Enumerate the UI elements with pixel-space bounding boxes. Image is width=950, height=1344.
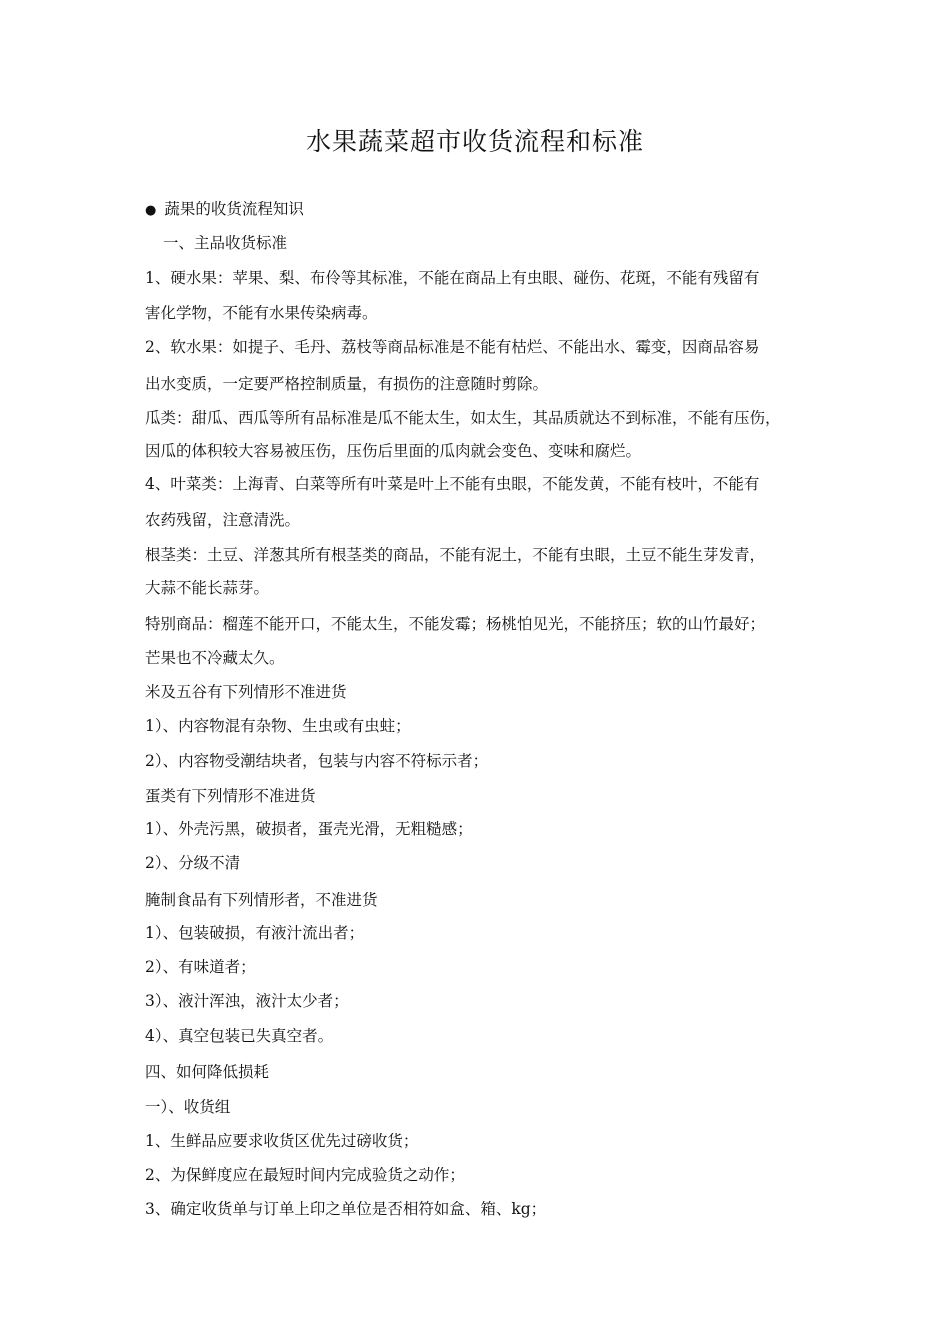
list-item: 1）、内容物混有杂物、生虫或有虫蛀； [145, 717, 411, 735]
subsection-heading: 米及五谷有下列情形不准进货 [145, 683, 347, 701]
section-heading: 四、如何降低损耗 [145, 1063, 270, 1081]
paragraph-line: 4、叶菜类：上海青、白菜等所有叶菜是叶上不能有虫眼，不能发黄，不能有枝叶，不能有 [145, 475, 760, 493]
paragraph-line: 瓜类：甜瓜、西瓜等所有品标准是瓜不能太生，如太生，其品质就达不到标准，不能有压伤， [145, 409, 781, 427]
paragraph-line: 特别商品：榴莲不能开口，不能太生，不能发霉；杨桃怕见光，不能挤压；软的山竹最好； [145, 615, 766, 633]
paragraph-line: 1、硬水果：苹果、梨、布伶等其标准，不能在商品上有虫眼、碰伤、花斑，不能有残留有 [145, 269, 760, 287]
list-item: 2）、内容物受潮结块者，包装与内容不符标示者； [145, 752, 489, 770]
paragraph-line: 害化学物，不能有水果传染病毒。 [145, 304, 378, 322]
list-item: 2）、有味道者； [145, 958, 256, 976]
list-item: 3）、液汁浑浊，液汁太少者； [145, 992, 349, 1010]
subsection-heading: 腌制食品有下列情形者，不准进货 [145, 891, 378, 909]
paragraph-line: 2、软水果：如提子、毛丹、荔枝等商品标准是不能有枯烂、不能出水、霉变，因商品容易 [145, 338, 760, 356]
list-item: 4）、真空包装已失真空者。 [145, 1027, 334, 1045]
list-item: 1）、包装破损，有液汁流出者； [145, 924, 365, 942]
bullet-heading-text: 蔬果的收货流程知识 [164, 200, 304, 218]
paragraph-line: 农药残留，注意清洗。 [145, 511, 301, 529]
list-item: 3、确定收货单与订单上印之单位是否相符如盒、箱、kg； [145, 1200, 547, 1218]
bullet-icon: ● [145, 203, 157, 218]
paragraph-line: 出水变质，一定要严格控制质量，有损伤的注意随时剪除。 [145, 375, 549, 393]
section-heading: 一、主品收货标准 [163, 234, 288, 252]
paragraph-line: 根茎类：土豆、洋葱其所有根茎类的商品，不能有泥土，不能有虫眼，土豆不能生芽发青， [145, 546, 766, 564]
paragraph-line: 芒果也不冷藏太久。 [145, 649, 285, 667]
bullet-heading [145, 199, 825, 221]
subsection-heading: 蛋类有下列情形不准进货 [145, 787, 316, 805]
subsection-heading: 一）、收货组 [145, 1098, 231, 1116]
paragraph-line: 大蒜不能长蒜芽。 [145, 579, 270, 597]
list-item: 2、为保鲜度应在最短时间内完成验货之动作； [145, 1166, 465, 1184]
paragraph-line: 因瓜的体积较大容易被压伤，压伤后里面的瓜肉就会变色、变味和腐烂。 [145, 442, 642, 460]
list-item: 2）、分级不清 [145, 854, 241, 872]
document-title: 水果蔬菜超市收货流程和标准 [305, 127, 644, 156]
list-item: 1）、外壳污黑，破损者，蛋壳光滑，无粗糙感； [145, 820, 473, 838]
list-item: 1、生鲜品应要求收货区优先过磅收货； [145, 1132, 419, 1150]
